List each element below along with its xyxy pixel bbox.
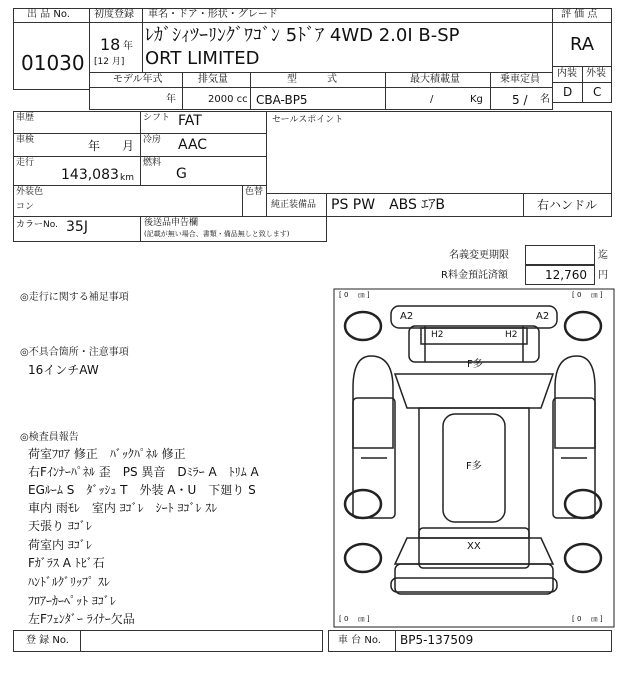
capacity-value: 5 / [512,93,528,107]
sales-point-label: セールスポイント [272,115,344,125]
diagram-bottom-right-label: [ 0 ㎝ ] [572,615,603,623]
inspector-line: 右Fｲﾝﾅｰﾊﾟﾈﾙ 歪 PS 異音 Dﾐﾗｰ A ﾄﾘﾑ A [28,465,259,479]
chassis-number-label: 車 台 No. [338,635,381,646]
damage-mark-a2-left: A2 [400,311,414,322]
damage-mark-f-upper: F多 [467,359,483,370]
damage-mark-a2-right: A2 [536,311,550,322]
inspector-line: ﾊﾝﾄﾞﾙｸﾞﾘｯﾌﾟ ｽﾚ [28,575,110,589]
displacement-label: 排気量 [198,74,228,85]
inspector-line: ﾌﾛｱｰｶｰﾍﾟｯﾄ ﾖｺﾞﾚ [28,594,116,608]
exterior-label: 外装 [586,68,606,79]
car-condition-diagram [333,288,615,628]
type-label: 型 式 [287,74,337,85]
exterior-color-value: コン [16,202,35,212]
inspector-line: 荷室ﾌﾛｱ 修正 ﾊﾞｯｸﾊﾟﾈﾙ 修正 [28,447,186,461]
name-change-label: 名義変更期限 [449,250,509,261]
name-change-field [525,245,595,265]
color-number-value: 35J [66,219,88,235]
max-load-value: / [430,94,434,105]
fuel-value: G [176,166,187,182]
exterior-grade: C [593,85,602,99]
shift-value: FAT [178,113,202,129]
diagram-top-right-label: [ 0 ㎝ ] [572,291,603,299]
inspector-line: Fｶﾞﾗｽ A ﾄﾋﾞ石 [28,556,105,570]
defect-item: 16インチAW [28,363,99,377]
aftermarket-note: (記載が無い場合、書類・備品無しと致します) [144,230,290,238]
inspection-month: 月 [122,139,135,153]
defects-title: ◎不具合箇所・注意事項 [20,347,129,358]
inspector-line: 左Fﾌｪﾝﾀﾞｰ ﾗｲﾅｰ欠品 [28,612,135,626]
damage-mark-f-lower: F多 [466,461,482,472]
equipment-value: PS PW ABS ｴｱB [331,197,445,213]
damage-mark-h2-right: H2 [505,330,518,340]
score-label: 評 価 点 [561,9,598,20]
inspector-line: 天張り ﾖｺﾞﾚ [28,519,92,533]
name-change-unit: 迄 [598,250,608,261]
registration-year-unit: 年 [123,41,133,52]
registration-number-label: 登 録 No. [26,635,69,646]
steering-value: 右ハンドル [537,198,598,212]
inspector-report-title: ◎検査員報告 [20,432,79,443]
diagram-bottom-corner-label: [ 0 ㎝ ] [339,615,370,623]
ac-label: 冷房 [143,135,162,145]
recycle-fee-label: R料金預託済額 [441,270,508,281]
shift-label: シフト [143,113,171,123]
equipment-label: 純正装備品 [271,200,317,210]
displacement-value: 2000 cc [208,94,248,105]
mileage-value: 143,083 [61,167,119,183]
registration-year: 18 [100,35,121,54]
mileage-unit: km [120,173,134,183]
interior-label: 内装 [557,68,577,79]
inspection-label: 車検 [16,135,35,145]
car-name-line1: ﾚｶﾞｼｨﾂｰﾘﾝｸﾞﾜｺﾞﾝ 5ﾄﾞｱ 4WD 2.0I B-SP [145,25,460,46]
chassis-number-value: BP5-137509 [400,633,474,647]
recycle-fee-unit: 円 [598,270,608,281]
max-load-unit: Kg [470,94,483,105]
registration-month: [12 月] [94,57,125,67]
max-load-label: 最大積載量 [410,74,460,85]
aftermarket-label: 後送品申告欄 [144,218,199,228]
first-registration-label: 初度登録 [94,9,134,20]
lot-number-box [13,8,90,90]
overall-score: RA [570,34,595,55]
capacity-label: 乗車定員 [500,74,540,85]
lot-number: 01030 [21,51,85,75]
damage-mark-xx: XX [467,541,481,552]
driving-notes-title: ◎走行に関する補足事項 [20,292,129,303]
car-name-line2: ORT LIMITED [145,48,260,69]
history-label: 車歴 [16,113,35,123]
inspector-line: EGﾙｰﾑ S ﾀﾞｯｼｭ T 外装 A・U 下廻り S [28,483,256,497]
model-year-unit: 年 [166,94,176,105]
model-year-label: モデル年式 [113,74,163,85]
interior-grade: D [563,85,573,99]
lot-number-label: 出 品 No. [27,9,70,20]
damage-mark-h2-left: H2 [431,330,444,340]
color-change-label: 色替 [245,187,264,197]
car-name-label: 車名・ドア・形状・グレード [148,9,278,20]
ac-value: AAC [178,137,208,153]
diagram-top-corner-label: [ 0 ㎝ ] [339,291,370,299]
color-number-label: カラーNo. [16,220,58,230]
recycle-fee-value: 12,760 [545,268,587,282]
capacity-unit: 名 [540,94,550,105]
fuel-label: 燃料 [143,158,162,168]
exterior-color-label: 外装色 [16,187,44,197]
inspector-line: 車内 雨ﾓﾚ 室内 ﾖｺﾞﾚ ｼｰﾄ ﾖｺﾞﾚ ｽﾚ [28,501,218,515]
inspection-year: 年 [88,139,101,153]
inspector-line: 荷室内 ﾖｺﾞﾚ [28,538,92,552]
mileage-label: 走行 [16,158,35,168]
type-value: CBA-BP5 [256,93,308,107]
